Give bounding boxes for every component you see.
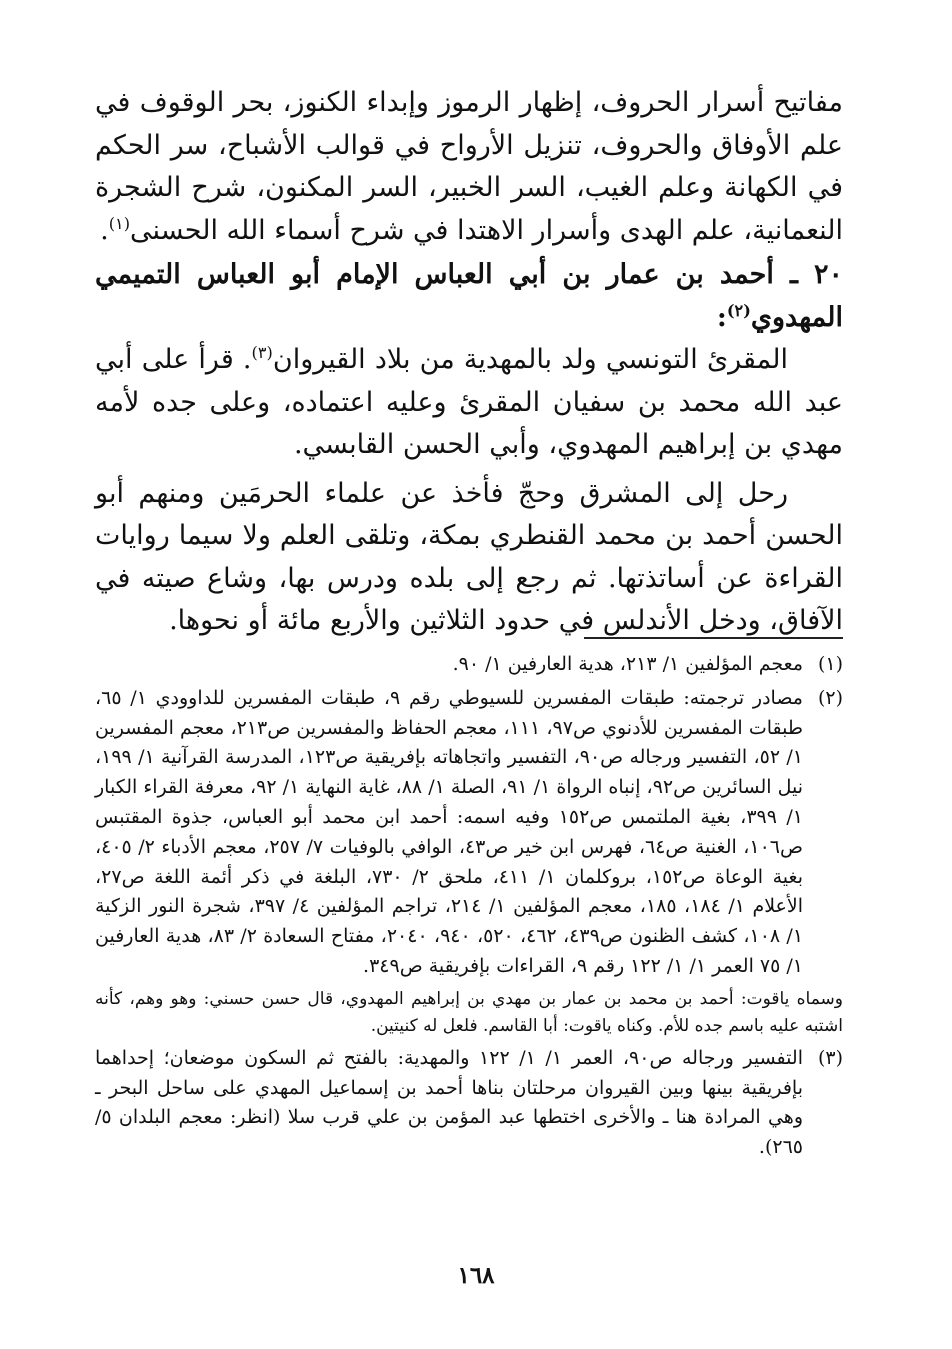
footnote-2-note: وسماه ياقوت: أحمد بن محمد بن عمار بن مهدي بن إبراهيم المهدوي، قال حسن حسني: وهو وهم، كأنه اشتبه عليه باسم جده للأم. وكناه ياقوت: أبا القاسم. فلعل له كنيتين. <box>95 988 843 1036</box>
travels-text: رحل إلى المشرق وحجّ فأخذ عن علماء الحرمَين ومنهم أبو الحسن أحمد بن محمد القنطري بمكة، وتلقى العلم ولا سيما روايات القراءة عن أساتذتها. ثم رجع إلى بلده ودرس بها، وشاع صيته في الآفاق، ودخل الأندلس في حدود الثلاثين والأربع مائة أو نحوها. <box>95 477 843 636</box>
footnote-3 <box>95 1044 843 1163</box>
footnote-ref-1: (١) <box>108 213 131 233</box>
footnote-number: (٣) <box>817 1046 843 1069</box>
footnote-ref-2: (٢) <box>726 300 751 320</box>
footnote-ref-3: (٣) <box>251 343 273 362</box>
footnote-number: (١) <box>817 653 843 675</box>
entry-heading <box>95 254 843 339</box>
works-list-end: . <box>100 214 109 246</box>
entry-heading-colon: : <box>716 301 727 333</box>
page-number: ١٦٨ <box>457 1262 495 1289</box>
main-text <box>95 82 843 643</box>
paragraph-travels <box>95 473 843 643</box>
paragraph-works-list <box>95 82 843 252</box>
footnote-1 <box>95 650 843 680</box>
biography-start: المقرئ التونسي ولد بالمهدية من بلاد القيروان <box>272 344 788 375</box>
footnotes <box>95 650 843 1167</box>
footnote-text: التفسير ورجاله ص٩٠، العمر ١/ ١/ ١٢٢ والمهدية: بالفتح ثم السكون موضعان؛ إحداهما بإفريقية بينها وبين القيروان مرحلتان بناها أحمد بن إسماعيل المهدي على ساحل البحر ـ وهي المرادة هنا ـ والأخرى اختطها عبد المؤمن بن علي قرب سلا (انظر: معجم البلدان ٥/ ٢٦٥). <box>95 1046 804 1159</box>
footnote-separator <box>584 637 843 639</box>
works-list-text: مفاتيح أسرار الحروف، إظهار الرموز وإبداء الكنوز، بحر الوقوف في علم الأوفاق والحروف، تنزيل الأرواح في قوالب الأشباح، سر الحكم في الكهانة وعلم الغيب، السر الخبير، السر المكنون، شرح الشجرة النعمانية، علم الهدى وأسرار الاهتدا في شرح أسماء الله الحسنى <box>95 87 843 246</box>
footnote-number: (٢) <box>817 686 843 709</box>
footnote-2 <box>95 684 843 982</box>
footnote-text: مصادر ترجمته: طبقات المفسرين للسيوطي رقم ٩، طبقات المفسرين للداوودي ١/ ٦٥، طبقات المفسرين للأدنوي ص٩٧، ١١١، معجم الحفاظ والمفسرين ص٢١٣، معجم المفسرين ١/ ٥٢، التفسير ورجاله ص٩٠، التفسير واتجاهاته بإفريقية ص١٢٣، المدرسة القرآنية ١/ ١٩٩، نيل السائرين ص٩٢، إنباه الرواة ١/ ٩١، الصلة ١/ ٨٨، غاية النهاية ١/ ٩٢، معرفة القراء الكبار ١/ ٣٩٩، بغية الملتمس ص١٥٢ وفيه اسمه: أحمد ابن محمد أبو العباس، جذوة المقتبس ص١٠٦، الغنية ص٦٤، فهرس ابن خير ص٤٣، الوافي بالوفيات ٧/ ٢٥٧، معجم الأدباء ٢/ ٤٠٥، بغية الوعاة ص١٥٢، بروكلمان ١/ ٤١١، ملحق ٢/ ٧٣٠، البلغة في ذكر أئمة اللغة ص٢٧، الأعلام ١/ ١٨٤، ١٨٥، معجم المؤلفين ١/ ٢١٤، تراجم المؤلفين ٤/ ٣٩٧، شجرة النور الزكية ١/ ١٠٨، كشف الظنون ص٤٣٩، ٤٦٢، ٥٢٠، ٩٤٠، ٢٠٤٠، مفتاح السعادة ٢/ ٨٣، هدية العارفين ١/ ٧٥ العمر ١/ ١/ ١٢٢ رقم ٩، القراءات بإفريقية ص٣٤٩. <box>95 686 804 977</box>
biography-rest: . قرأ على أبي عبد الله محمد بن سفيان المقرئ وعليه اعتماده، وعلى جده لأمه مهدي بن إبراهيم المهدوي، وأبي الحسن القابسي. <box>95 344 843 460</box>
entry-heading-text: ٢٠ ـ أحمد بن عمار بن أبي العباس الإمام أبو العباس التميمي المهدوي <box>95 259 843 333</box>
footnote-text: معجم المؤلفين ١/ ٢١٣، هدية العارفين ١/ ٩٠. <box>452 653 803 675</box>
paragraph-biography <box>95 339 843 467</box>
